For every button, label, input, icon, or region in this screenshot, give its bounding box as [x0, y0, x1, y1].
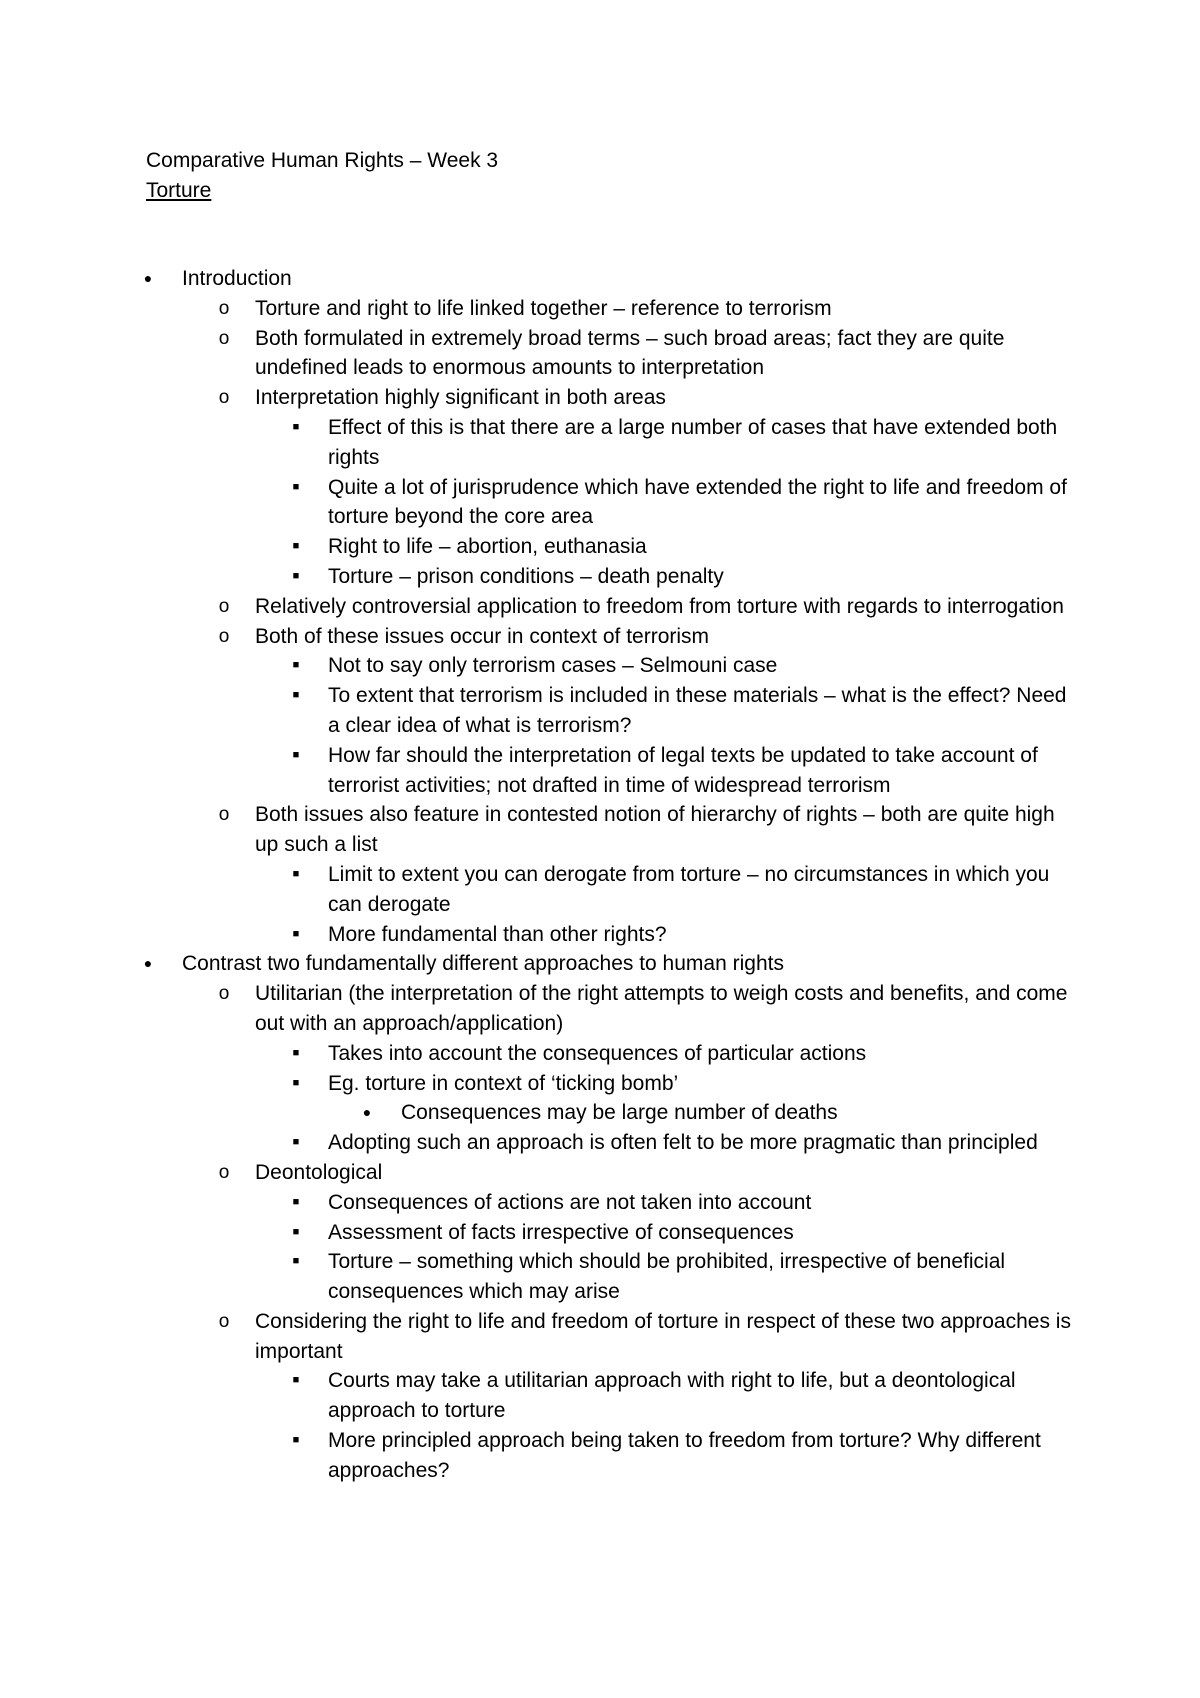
list-item: [0, 741, 1075, 801]
list-item-text: Right to life – abortion, euthanasia: [328, 535, 647, 559]
list-item: [0, 1128, 1075, 1158]
bullet-icon: ●: [362, 1104, 372, 1121]
bullet-icon: ■: [292, 540, 300, 553]
list-item-text: More fundamental than other rights?: [328, 922, 667, 946]
list-item: [0, 1039, 1075, 1069]
bullet-icon: ■: [292, 659, 300, 672]
list-item: [0, 920, 1075, 950]
list-item-text: Adopting such an approach is often felt to be more pragmatic than principled: [328, 1131, 1038, 1155]
list-item: [0, 860, 1075, 920]
list-item: [0, 1247, 1075, 1307]
bullet-icon: ■: [292, 927, 300, 940]
list-item-text: Considering the right to life and freedom of torture in respect of these two approaches is important: [255, 1309, 1071, 1363]
list-item: [0, 949, 1075, 979]
list-item-text: Consequences may be large number of deaths: [401, 1101, 838, 1125]
list-item-text: Utilitarian (the interpretation of the right attempts to weigh costs and benefits, and come out with an approach/application): [255, 982, 1068, 1035]
list-item-text: Eg. torture in context of ‘ticking bomb’: [328, 1071, 679, 1095]
document-title: Comparative Human Rights – Week 3: [146, 149, 499, 172]
list-item-text: Torture – something which should be prohibited, irrespective of beneficial consequences which may arise: [328, 1250, 1006, 1304]
bullet-icon: o: [218, 983, 230, 1005]
list-item: [0, 681, 1075, 741]
bullet-icon: ■: [292, 1195, 300, 1208]
list-item-text: Torture and right to life linked together – reference to terrorism: [255, 296, 832, 320]
bullet-icon: ■: [292, 420, 300, 433]
list-item: [0, 1426, 1075, 1486]
bullet-icon: o: [218, 804, 230, 826]
bullet-icon: ■: [292, 748, 300, 761]
list-item: [0, 532, 1075, 562]
list-item: [0, 324, 1075, 384]
list-item: [0, 1098, 1075, 1128]
list-item: [0, 979, 1075, 1039]
list-item-text: To extent that terrorism is included in these materials – what is the effect? Need a clear idea of what is terrorism?: [328, 684, 1067, 737]
list-item-text: Introduction: [182, 267, 292, 290]
bullet-icon: o: [218, 625, 230, 647]
bullet-icon: ■: [292, 1136, 300, 1149]
list-item: [0, 294, 1075, 324]
list-item-text: Both formulated in extremely broad terms – such broad areas; fact they are quite undefined leads to enormous amounts to interpretation: [255, 326, 1005, 380]
bullet-icon: o: [218, 387, 230, 409]
list-item: [0, 1307, 1075, 1367]
list-item-text: Effect of this is that there are a large number of cases that have extended both rights: [328, 415, 1058, 469]
list-item: [0, 1188, 1075, 1218]
list-item-text: Courts may take a utilitarian approach with right to life, but a deontological approach to torture: [328, 1369, 1016, 1423]
bullet-icon: ■: [292, 689, 300, 702]
list-item-text: Contrast two fundamentally different approaches to human rights: [182, 952, 784, 976]
list-item-text: Both issues also feature in contested notion of hierarchy of rights – both are quite high up such a list: [255, 803, 1055, 857]
bullet-icon: o: [218, 297, 230, 319]
list-item-text: Deontological: [255, 1160, 383, 1184]
list-item: [0, 592, 1075, 622]
bullet-icon: o: [218, 327, 230, 349]
bullet-icon: ■: [292, 1374, 300, 1387]
list-item: [0, 622, 1075, 652]
list-item: [0, 651, 1075, 681]
list-item-text: More principled approach being taken to freedom from torture? Why different approaches?: [328, 1429, 1041, 1482]
bullet-icon: ■: [292, 1225, 300, 1238]
bullet-icon: ■: [292, 1255, 300, 1268]
list-item-text: Assessment of facts irrespective of consequences: [328, 1220, 794, 1244]
bullet-icon: ■: [292, 1046, 300, 1059]
list-item-text: Takes into account the consequences of particular actions: [328, 1041, 867, 1065]
list-item: [0, 1158, 1075, 1188]
document-subtitle: Torture: [146, 179, 212, 202]
list-item: [0, 1366, 1075, 1426]
bullet-icon: ■: [292, 569, 300, 582]
outline-list: [0, 264, 1200, 1486]
list-item: [0, 562, 1075, 592]
list-item: [0, 413, 1075, 473]
list-item: [0, 264, 1075, 294]
bullet-icon: ●: [143, 955, 153, 972]
list-item-text: Relatively controversial application to freedom from torture with regards to interrogation: [255, 594, 1064, 618]
list-item: [0, 800, 1075, 860]
bullet-icon: ●: [143, 270, 153, 286]
list-item-text: Interpretation highly significant in both areas: [255, 386, 666, 410]
list-item-text: How far should the interpretation of legal texts be updated to take account of terrorist activities; not drafted in time of widespread terrorism: [328, 743, 1038, 797]
list-item-text: Both of these issues occur in context of terrorism: [255, 624, 710, 648]
bullet-icon: ■: [292, 480, 300, 493]
list-item-text: Consequences of actions are not taken into account: [328, 1190, 812, 1214]
bullet-icon: o: [218, 1161, 230, 1183]
bullet-icon: ■: [292, 1434, 300, 1447]
bullet-icon: o: [218, 595, 230, 617]
list-item: [0, 473, 1075, 533]
bullet-icon: ■: [292, 1076, 300, 1089]
list-item-text: Torture – prison conditions – death penalty: [328, 564, 724, 588]
bullet-icon: ■: [292, 867, 300, 880]
list-item: [0, 383, 1075, 413]
list-item: [0, 1218, 1075, 1248]
bullet-icon: o: [218, 1310, 230, 1332]
list-item-text: Limit to extent you can derogate from torture – no circumstances in which you can derogate: [328, 862, 1050, 916]
list-item-text: Not to say only terrorism cases – Selmouni case: [328, 654, 778, 678]
list-item: [0, 1069, 1075, 1099]
list-item-text: Quite a lot of jurisprudence which have extended the right to life and freedom of torture beyond the core area: [328, 475, 1067, 529]
